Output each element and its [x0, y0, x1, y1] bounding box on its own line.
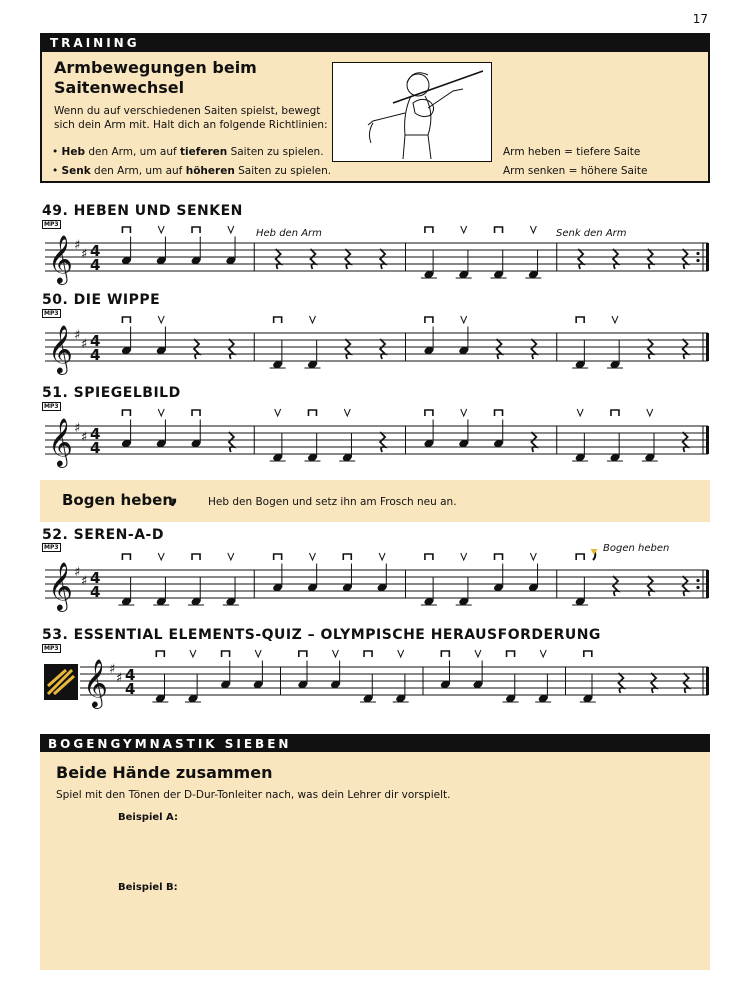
- quarter-rest: [345, 249, 350, 269]
- quarter-rest: [648, 249, 653, 269]
- sharp-sign: ♯: [109, 662, 116, 677]
- exercise-51-title: 51. SPIEGELBILD: [42, 385, 181, 401]
- quiz-icon: [44, 664, 78, 700]
- time-signature: 4: [90, 242, 101, 260]
- treble-clef: 𝄞: [83, 658, 108, 707]
- quarter-rest: [613, 576, 618, 596]
- bow-lift-box: [40, 480, 710, 522]
- down-bow-mark: [308, 410, 316, 416]
- sharp-sign: ♯: [81, 247, 88, 262]
- up-bow-mark: [332, 650, 338, 657]
- down-bow-mark: [192, 227, 200, 233]
- quarter-rest: [651, 673, 656, 693]
- up-bow-mark: [461, 316, 467, 323]
- example-b-label: Beispiel B:: [118, 882, 178, 893]
- final-barline: [706, 570, 709, 598]
- quarter-rest: [194, 339, 199, 359]
- training-intro-line1: Wenn du auf verschiedenen Saiten spielst, bewegt: [54, 105, 321, 117]
- bow-gym-title: Beide Hände zusammen: [56, 763, 273, 782]
- quarter-rest: [310, 249, 315, 269]
- quarter-rest: [613, 249, 618, 269]
- down-bow-mark: [122, 317, 130, 323]
- mp3-icon[interactable]: MP3: [44, 645, 59, 652]
- up-bow-mark: [540, 650, 546, 657]
- up-bow-mark: [158, 553, 164, 560]
- mp3-icon[interactable]: MP3: [44, 403, 59, 410]
- treble-clef: 𝄞: [48, 417, 73, 466]
- up-bow-mark: [158, 316, 164, 323]
- quarter-rest: [683, 249, 688, 269]
- quarter-rest: [497, 339, 502, 359]
- repeat-dot: [696, 252, 699, 255]
- mp3-icon[interactable]: MP3: [44, 221, 59, 228]
- final-barline: [706, 426, 709, 454]
- up-bow-mark: [379, 553, 385, 560]
- mp3-icon[interactable]: MP3: [44, 310, 59, 317]
- down-bow-mark: [495, 227, 503, 233]
- sharp-sign: ♯: [116, 671, 123, 686]
- sharp-sign: ♯: [74, 421, 81, 436]
- annotation-raise-arm: Heb den Arm: [256, 228, 322, 239]
- example-a-label: Beispiel A:: [118, 812, 178, 823]
- treble-clef: 𝄞: [48, 324, 73, 373]
- quarter-rest: [683, 339, 688, 359]
- down-bow-mark: [274, 554, 282, 560]
- training-header: TRAINING: [42, 35, 708, 52]
- up-bow-mark: [530, 226, 536, 233]
- time-signature: 4: [125, 666, 136, 684]
- down-bow-mark: [425, 554, 433, 560]
- repeat-dot: [696, 579, 699, 582]
- down-bow-mark: [611, 410, 619, 416]
- down-bow-mark: [156, 651, 164, 657]
- down-bow-mark: [576, 317, 584, 323]
- exercise-53-title: 53. ESSENTIAL ELEMENTS-QUIZ – OLYMPISCHE HERAUSFORDERUNG: [42, 627, 601, 643]
- down-bow-mark: [192, 410, 200, 416]
- treble-clef: 𝄞: [48, 561, 73, 610]
- sharp-sign: ♯: [81, 430, 88, 445]
- quarter-rest: [380, 249, 385, 269]
- down-bow-mark: [425, 317, 433, 323]
- down-bow-mark: [507, 651, 515, 657]
- quarter-rest: [618, 673, 623, 693]
- training-title-line2: Saitenwechsel: [54, 78, 185, 97]
- annotation-lower-arm: Senk den Arm: [556, 228, 627, 239]
- side-note-2: Arm senken = höhere Saite: [503, 165, 648, 177]
- exercise-49-title: 49. HEBEN UND SENKEN: [42, 203, 243, 219]
- bow-gym-text: Spiel mit den Tönen der D-Dur-Tonleiter nach, was dein Lehrer dir vorspielt.: [56, 789, 451, 801]
- quarter-rest: [531, 339, 536, 359]
- quarter-rest: [683, 576, 688, 596]
- quarter-rest: [531, 432, 536, 452]
- up-bow-mark: [647, 409, 653, 416]
- time-signature: 4: [90, 569, 101, 587]
- down-bow-mark: [274, 317, 282, 323]
- repeat-dot: [696, 586, 699, 589]
- quarter-rest: [380, 339, 385, 359]
- sharp-sign: ♯: [74, 238, 81, 253]
- down-bow-mark: [192, 554, 200, 560]
- rule-raise-arm: • Heb den Arm, um auf tieferen Saiten zu spielen.: [52, 146, 324, 158]
- sharp-sign: ♯: [81, 337, 88, 352]
- up-bow-mark: [190, 650, 196, 657]
- repeat-dot: [696, 259, 699, 262]
- down-bow-mark: [299, 651, 307, 657]
- quarter-rest: [648, 339, 653, 359]
- down-bow-mark: [122, 227, 130, 233]
- up-bow-mark: [577, 409, 583, 416]
- bow-gym-header: BOGENGYMNASTIK SIEBEN: [40, 734, 710, 752]
- quarter-rest: [345, 339, 350, 359]
- down-bow-mark: [576, 554, 584, 560]
- down-bow-mark: [122, 410, 130, 416]
- time-signature: 4: [90, 256, 101, 274]
- down-bow-mark: [495, 410, 503, 416]
- up-bow-mark: [461, 226, 467, 233]
- bow-lift-text: Heb den Bogen und setz ihn am Frosch neu an.: [208, 496, 457, 508]
- side-note-1: Arm heben = tiefere Saite: [503, 146, 641, 158]
- final-barline: [706, 243, 709, 271]
- up-bow-mark: [461, 553, 467, 560]
- quarter-rest: [380, 432, 385, 452]
- page-number: 17: [692, 12, 708, 26]
- quarter-rest: [684, 673, 689, 693]
- final-barline: [706, 333, 709, 361]
- down-bow-mark: [364, 651, 372, 657]
- quarter-rest: [229, 339, 234, 359]
- up-bow-mark: [398, 650, 404, 657]
- exercise-50-title: 50. DIE WIPPE: [42, 292, 161, 308]
- up-bow-mark: [475, 650, 481, 657]
- bow-gym-box: [40, 752, 710, 970]
- treble-clef: 𝄞: [48, 234, 73, 283]
- down-bow-mark: [425, 227, 433, 233]
- sharp-sign: ♯: [81, 574, 88, 589]
- quarter-rest: [683, 432, 688, 452]
- up-bow-mark: [612, 316, 618, 323]
- up-bow-mark: [158, 226, 164, 233]
- up-bow-mark: [158, 409, 164, 416]
- quarter-rest: [648, 576, 653, 596]
- time-signature: 4: [90, 583, 101, 601]
- bow-lift-title: Bogen heben: [62, 491, 173, 509]
- down-bow-mark: [495, 554, 503, 560]
- mp3-icon[interactable]: MP3: [44, 544, 59, 551]
- down-bow-mark: [122, 554, 130, 560]
- sharp-sign: ♯: [74, 328, 81, 343]
- quarter-rest: [229, 432, 234, 452]
- sharp-sign: ♯: [74, 565, 81, 580]
- training-intro-line2: sich dein Arm mit. Halt dich an folgende Richtlinien:: [54, 119, 328, 131]
- up-bow-mark: [530, 553, 536, 560]
- up-bow-mark: [275, 409, 281, 416]
- quarter-rest: [578, 249, 583, 269]
- up-bow-mark: [255, 650, 261, 657]
- breath-mark-icon: ,: [170, 484, 179, 509]
- time-signature: 4: [90, 332, 101, 350]
- up-bow-mark: [228, 553, 234, 560]
- down-bow-mark: [584, 651, 592, 657]
- time-signature: 4: [90, 439, 101, 457]
- up-bow-mark: [461, 409, 467, 416]
- training-title-line1: Armbewegungen beim: [54, 58, 257, 77]
- time-signature: 4: [90, 425, 101, 443]
- up-bow-mark: [228, 226, 234, 233]
- annotation-bow-lift: Bogen heben: [603, 543, 670, 554]
- time-signature: 4: [125, 680, 136, 698]
- exercise-52-title: 52. SEREN-A-D: [42, 527, 164, 543]
- up-bow-mark: [344, 409, 350, 416]
- quarter-rest: [276, 249, 281, 269]
- rule-lower-arm: • Senk den Arm, um auf höheren Saiten zu spielen.: [52, 165, 332, 177]
- down-bow-mark: [441, 651, 449, 657]
- final-barline: [706, 667, 709, 695]
- up-bow-mark: [309, 316, 315, 323]
- up-bow-mark: [309, 553, 315, 560]
- down-bow-mark: [222, 651, 230, 657]
- down-bow-mark: [343, 554, 351, 560]
- down-bow-mark: [425, 410, 433, 416]
- time-signature: 4: [90, 346, 101, 364]
